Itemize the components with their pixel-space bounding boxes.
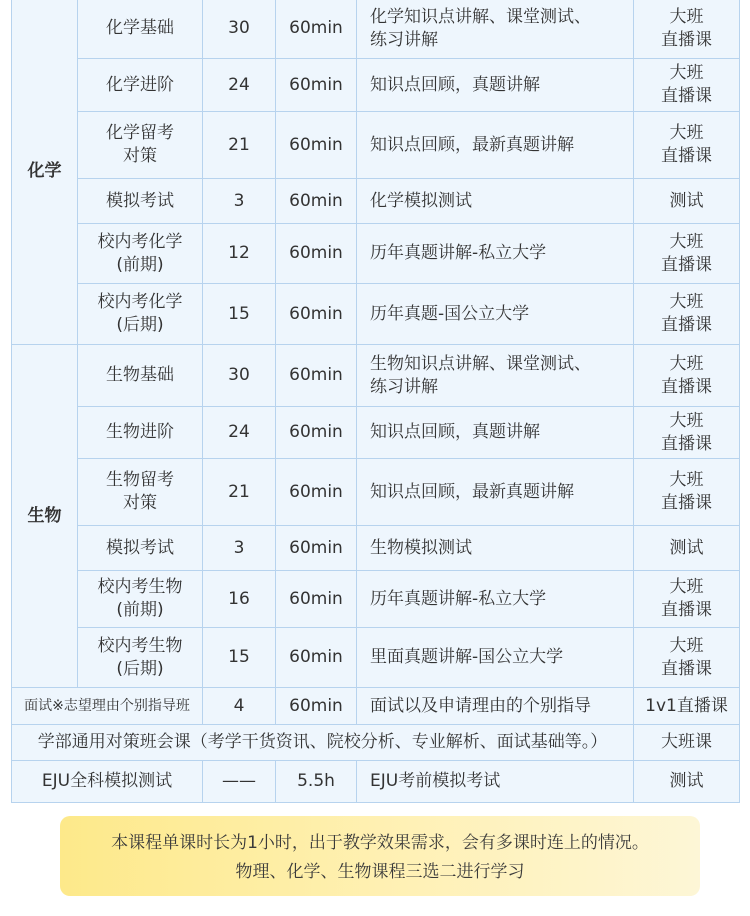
format-line: 大班: [669, 6, 704, 27]
format-cell: [634, 571, 740, 628]
format-line: 大班: [669, 635, 704, 656]
sessions-cell: [203, 284, 276, 345]
course-name-cell: [78, 571, 203, 628]
course-name-line: 校内考化学: [97, 292, 183, 312]
course-note-banner: [60, 816, 700, 896]
sessions-cell: [203, 224, 276, 284]
content-cell: [357, 688, 634, 725]
format-line: 大班: [669, 577, 704, 597]
sessions-cell-text: 30: [228, 365, 250, 385]
format-cell-text: 1v1直播课: [645, 695, 728, 716]
format-line: 直播课: [661, 433, 712, 454]
sessions-cell: [203, 407, 276, 459]
duration-cell: [276, 688, 357, 725]
sessions-cell-text: 24: [228, 422, 250, 442]
duration-cell: [276, 0, 357, 59]
format-line: 大班: [669, 123, 704, 143]
duration-cell-text: 60min: [289, 243, 343, 263]
format-line: 测试: [669, 190, 704, 211]
content-cell: [357, 407, 634, 459]
duration-cell: [276, 112, 357, 179]
content-line: 化学知识点讲解、课堂测试、: [370, 6, 591, 27]
sessions-cell: [203, 59, 276, 112]
format-cell: [634, 761, 740, 803]
format-line: 测试: [669, 537, 704, 558]
sessions-cell: [203, 571, 276, 628]
sessions-cell-text: 3: [233, 190, 245, 211]
sessions-cell: [203, 112, 276, 179]
duration-cell: [276, 224, 357, 284]
course-name-line: (后期): [116, 315, 164, 335]
format-cell: [634, 725, 740, 761]
sessions-cell: [203, 628, 276, 688]
course-name-cell-text: 学部通用对策班会课（考学干货资讯、院校分析、专业解析、面试基础等。）: [37, 732, 608, 752]
duration-cell-text: 60min: [289, 695, 343, 716]
sessions-cell: [203, 0, 276, 59]
duration-cell-text: 60min: [289, 647, 343, 667]
format-cell: [634, 526, 740, 571]
table-row: [12, 761, 740, 803]
course-name-cell: [78, 112, 203, 179]
course-name-cell: [12, 688, 203, 725]
format-line: 直播课: [661, 86, 712, 106]
format-line: 直播课: [661, 254, 712, 275]
course-name-cell: [78, 179, 203, 224]
content-line: 历年真题讲解-私立大学: [370, 588, 547, 609]
format-line: 大班: [669, 353, 704, 374]
sessions-cell: [203, 459, 276, 526]
content-line: 练习讲解: [370, 29, 438, 50]
course-name-line: 化学基础: [106, 18, 174, 38]
format-cell: [634, 224, 740, 284]
content-line: 里面真题讲解-国公立大学: [370, 647, 564, 667]
duration-cell: [276, 571, 357, 628]
course-name-line: 校内考生物: [97, 635, 183, 656]
sessions-cell-text: 21: [228, 481, 250, 502]
content-cell-text: 面试以及申请理由的个别指导: [370, 695, 591, 716]
duration-cell-text: 60min: [289, 365, 343, 385]
course-name-cell-text: EJU全科模拟测试: [41, 771, 173, 791]
format-cell: [634, 628, 740, 688]
subject-cell-text: 生物: [27, 505, 62, 526]
sessions-cell-text: 12: [228, 243, 250, 263]
content-line: 历年真题讲解-私立大学: [370, 243, 547, 263]
content-cell: [357, 526, 634, 571]
subject-cell: [12, 0, 78, 345]
course-name-cell: [12, 761, 203, 803]
table-row: [12, 284, 740, 345]
format-line: 直播课: [661, 29, 712, 50]
content-line: 历年真题-国公立大学: [370, 303, 530, 324]
format-cell: [634, 179, 740, 224]
table-row: [12, 459, 740, 526]
format-cell: [634, 459, 740, 526]
duration-cell-text: 5.5h: [297, 771, 335, 791]
content-cell: [357, 0, 634, 59]
table-row: [12, 407, 740, 459]
duration-cell-text: 60min: [289, 303, 343, 324]
duration-cell-text: 60min: [289, 74, 343, 95]
course-name-cell: [78, 284, 203, 345]
format-line: 大班: [669, 292, 704, 312]
duration-cell-text: 60min: [289, 422, 343, 442]
table-row: [12, 224, 740, 284]
sessions-cell-text: ——: [222, 771, 256, 791]
sessions-cell: [203, 761, 276, 803]
sessions-cell-text: 15: [228, 303, 250, 324]
table-row: [12, 571, 740, 628]
course-name-line: 生物进阶: [106, 422, 174, 442]
course-name-line: (前期): [116, 254, 164, 275]
content-cell: [357, 59, 634, 112]
course-schedule-table: [11, 0, 740, 803]
course-name-line: 化学进阶: [106, 74, 174, 95]
sessions-cell-text: 4: [233, 695, 245, 716]
subject-cell: [12, 345, 78, 688]
content-line: 知识点回顾，真题讲解: [370, 74, 540, 95]
format-line: 大班: [669, 231, 704, 252]
content-line: 生物模拟测试: [370, 537, 472, 558]
duration-cell-text: 60min: [289, 588, 343, 609]
format-line: 大班: [669, 410, 704, 431]
table-row: [12, 688, 740, 725]
content-cell: [357, 459, 634, 526]
table-row: [12, 179, 740, 224]
course-name-line: 对策: [123, 146, 157, 166]
sessions-cell: [203, 179, 276, 224]
course-name-line: 化学留考: [106, 123, 174, 143]
duration-cell-text: 60min: [289, 537, 343, 558]
sessions-cell-text: 15: [228, 647, 250, 667]
format-line: 直播课: [661, 600, 712, 620]
duration-cell-text: 60min: [289, 18, 343, 38]
format-cell: [634, 345, 740, 407]
course-name-line: 对策: [123, 493, 157, 513]
content-cell: [357, 224, 634, 284]
table-row: [12, 725, 740, 761]
duration-cell-text: 60min: [289, 481, 343, 502]
format-line: 直播课: [661, 658, 712, 679]
content-cell: [357, 761, 634, 803]
content-cell: [357, 179, 634, 224]
format-cell: [634, 112, 740, 179]
duration-cell: [276, 407, 357, 459]
subject-cell-text: 化学: [27, 161, 62, 181]
format-line: 大班: [669, 470, 704, 490]
format-cell-text: 大班课: [661, 732, 712, 752]
duration-cell: [276, 526, 357, 571]
course-name-cell: [12, 725, 634, 761]
duration-cell: [276, 345, 357, 407]
sessions-cell-text: 16: [228, 588, 250, 609]
sessions-cell: [203, 345, 276, 407]
course-name-cell: [78, 459, 203, 526]
duration-cell: [276, 761, 357, 803]
format-line: 大班: [669, 63, 704, 83]
table-row: [12, 526, 740, 571]
content-cell-text: EJU考前模拟考试: [370, 771, 501, 791]
content-line: 知识点回顾，最新真题讲解: [370, 481, 574, 502]
course-name-cell: [78, 224, 203, 284]
course-name-line: (后期): [116, 658, 164, 679]
course-name-line: 校内考化学: [97, 231, 183, 252]
course-name-cell: [78, 628, 203, 688]
content-line: 知识点回顾，真题讲解: [370, 422, 540, 442]
table-row: [12, 59, 740, 112]
format-cell-text: 测试: [669, 771, 704, 791]
content-cell: [357, 112, 634, 179]
content-cell: [357, 345, 634, 407]
sessions-cell-text: 21: [228, 134, 250, 155]
course-name-line: 生物留考: [106, 470, 174, 490]
course-name-cell: [78, 526, 203, 571]
content-line: 生物知识点讲解、课堂测试、: [370, 353, 591, 374]
format-cell: [634, 407, 740, 459]
format-cell: [634, 284, 740, 345]
sessions-cell: [203, 688, 276, 725]
content-line: 知识点回顾，最新真题讲解: [370, 134, 574, 155]
format-cell: [634, 0, 740, 59]
course-name-cell: [78, 407, 203, 459]
table-row: [12, 112, 740, 179]
course-name-line: 校内考生物: [97, 577, 183, 597]
format-line: 直播课: [661, 493, 712, 513]
format-line: 直播课: [661, 146, 712, 166]
sessions-cell-text: 24: [228, 74, 250, 95]
duration-cell: [276, 459, 357, 526]
course-name-cell: [78, 59, 203, 112]
table-row: [12, 628, 740, 688]
course-name-cell: [78, 345, 203, 407]
sessions-cell-text: 3: [233, 537, 245, 558]
content-cell: [357, 628, 634, 688]
content-line: 练习讲解: [370, 376, 438, 397]
note-line-2: 物理、化学、生物课程三选二进行学习: [235, 862, 525, 882]
course-name-line: (前期): [116, 600, 164, 620]
note-line-1: 本课程单课时长为1小时，出于教学效果需求，会有多课时连上的情况。: [111, 833, 649, 853]
format-cell: [634, 59, 740, 112]
content-cell: [357, 571, 634, 628]
format-line: 直播课: [661, 315, 712, 335]
duration-cell: [276, 59, 357, 112]
content-line: 化学模拟测试: [370, 190, 472, 211]
course-name-cell-text: 面试※志望理由个别指导班: [24, 697, 190, 714]
course-name-line: 模拟考试: [106, 537, 174, 558]
sessions-cell: [203, 526, 276, 571]
sessions-cell-text: 30: [228, 18, 250, 38]
table-row: [12, 345, 740, 407]
table-row: [12, 0, 740, 59]
course-name-line: 生物基础: [106, 365, 174, 385]
content-cell: [357, 284, 634, 345]
duration-cell-text: 60min: [289, 134, 343, 155]
duration-cell: [276, 179, 357, 224]
course-table-body: [12, 0, 740, 803]
course-name-line: 模拟考试: [106, 190, 174, 211]
format-line: 直播课: [661, 376, 712, 397]
duration-cell: [276, 628, 357, 688]
duration-cell: [276, 284, 357, 345]
duration-cell-text: 60min: [289, 190, 343, 211]
format-cell: [634, 688, 740, 725]
course-name-cell: [78, 0, 203, 59]
